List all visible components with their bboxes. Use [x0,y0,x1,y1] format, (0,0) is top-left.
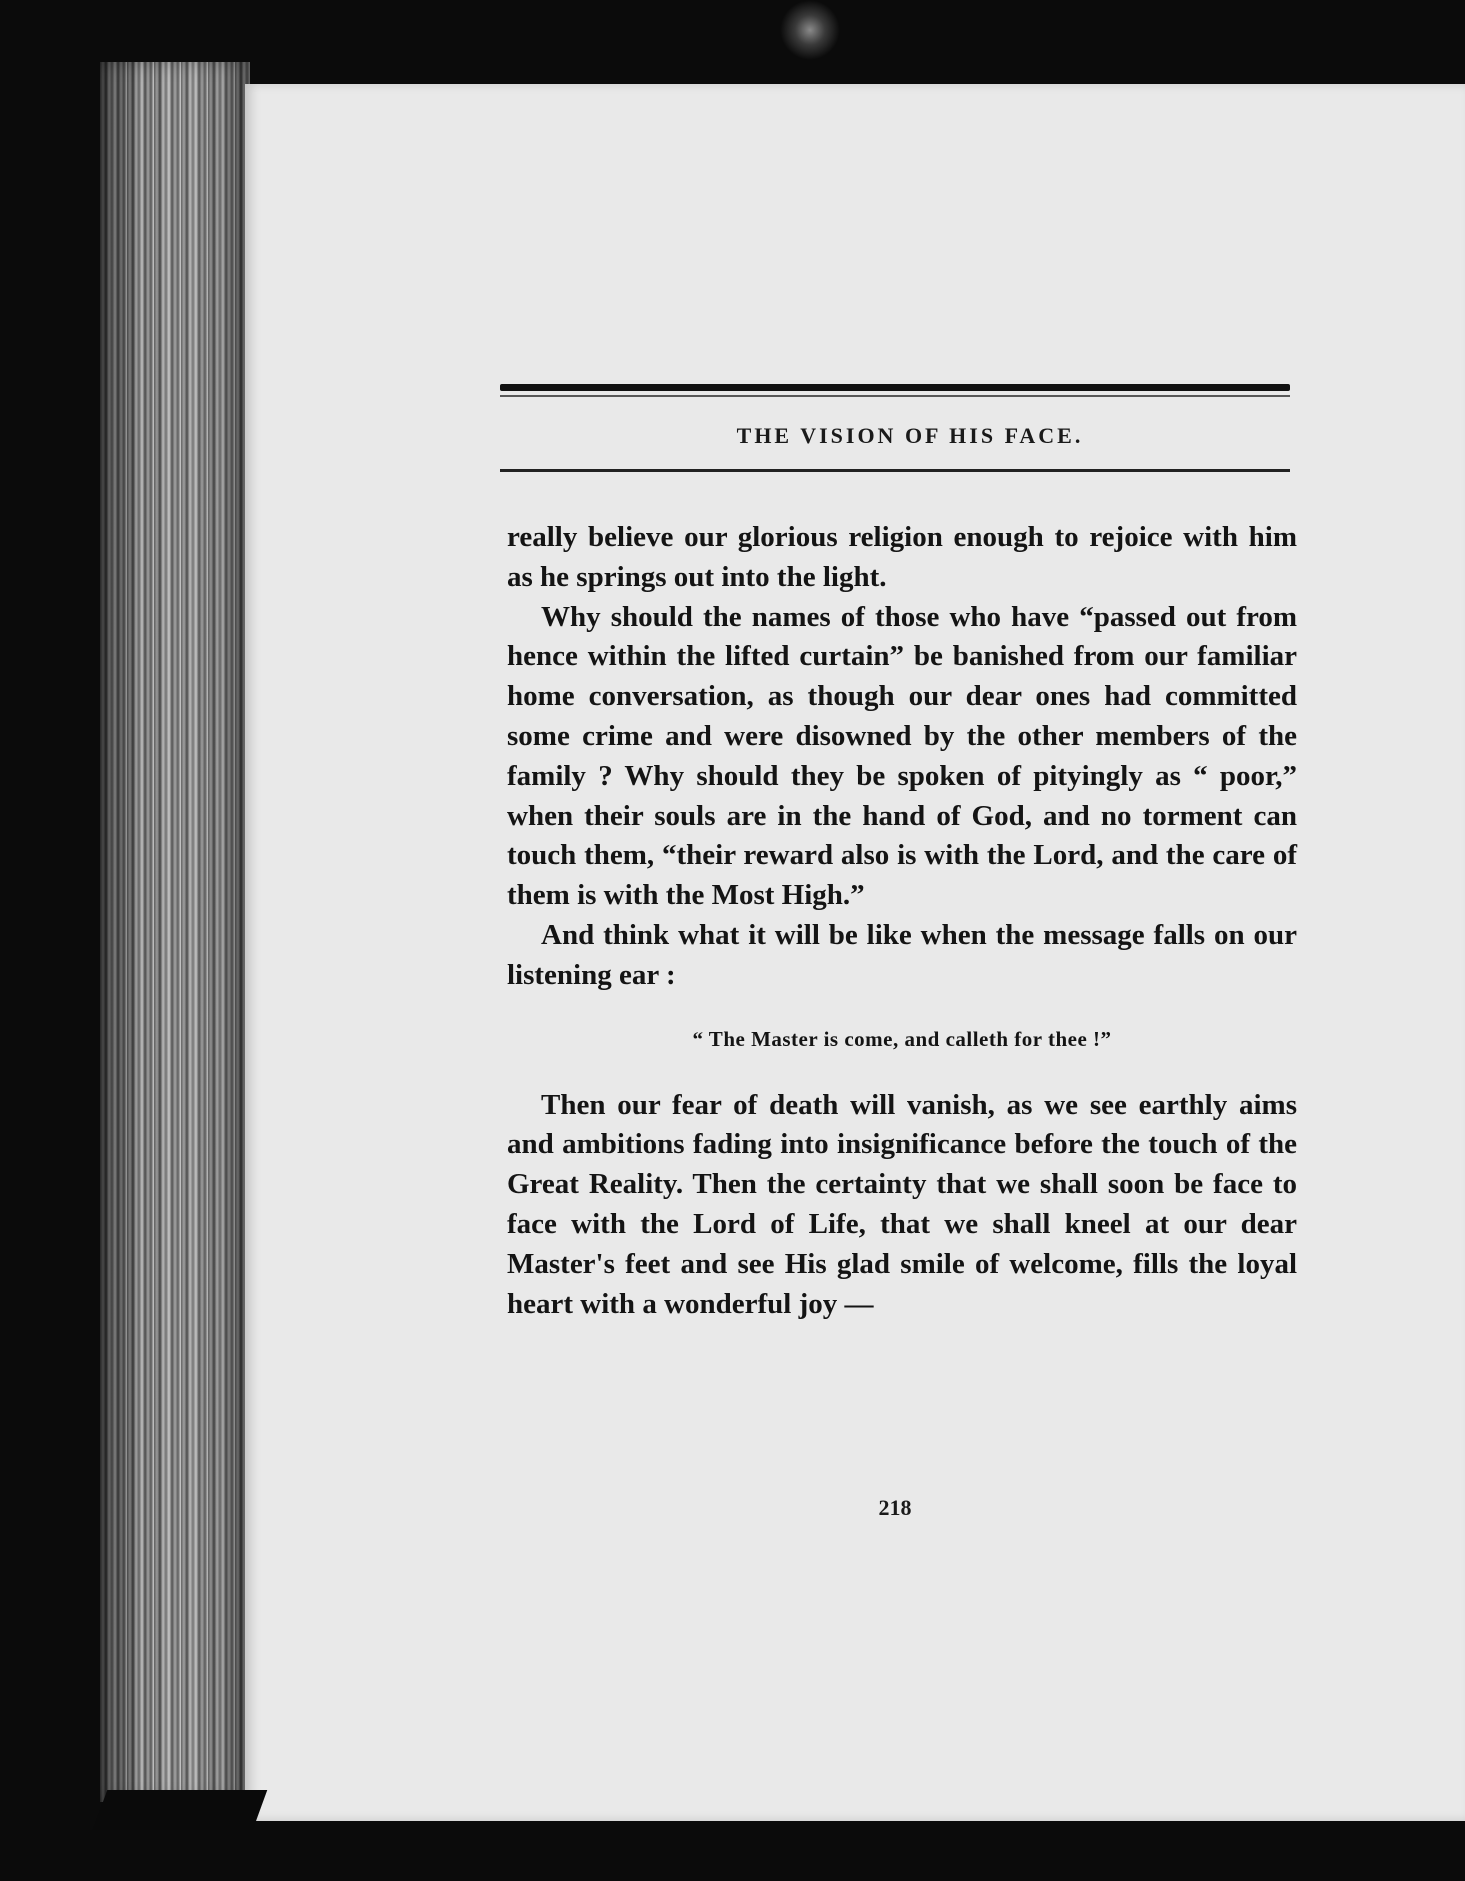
light-glare [780,0,840,60]
paragraph-3: And think what it will be like when the message falls on our listening ear : [507,918,1297,991]
body-text [507,518,1297,1324]
spine-shading [100,62,250,1802]
page-number: 218 [878,1495,912,1520]
paragraph-1: really believe our glorious religion enough to rejoice with him as he springs out into the light. [507,521,1297,593]
book-page [245,84,1465,1821]
header-rule-thick [500,384,1290,391]
paragraph-2: Why should the names of those who have “passed out from hence within the lifted curtain” be banished from our familiar home conversation, as though our dear ones had committed some crime and were disowned by the other members of the family ? Why should they be spoken of pityingly as “ poor,” when their souls are in the hand of God, and no torment can touch them, “their reward also is with the Lord, and the care of them is with the Most High.” [507,600,1297,912]
header-rule-thin [500,395,1290,397]
paragraph-4: Then our fear of death will vanish, as we see earthly aims and ambitions fading into insignificance before the touch of the Great Reality. Then the certainty that we shall soon be face to face with the Lord of Life, that we shall kneel at our dear Master's feet and see His glad smile of welcome, fills the loyal heart with a wonderful joy — [507,1088,1297,1320]
page-edge-shadow [93,1790,268,1830]
block-quote: “ The Master is come, and calleth for thee !” [692,1026,1112,1051]
page-header [500,384,1290,472]
header-rule-bottom [500,469,1290,472]
running-title: THE VISION OF HIS FACE. [736,423,1084,448]
